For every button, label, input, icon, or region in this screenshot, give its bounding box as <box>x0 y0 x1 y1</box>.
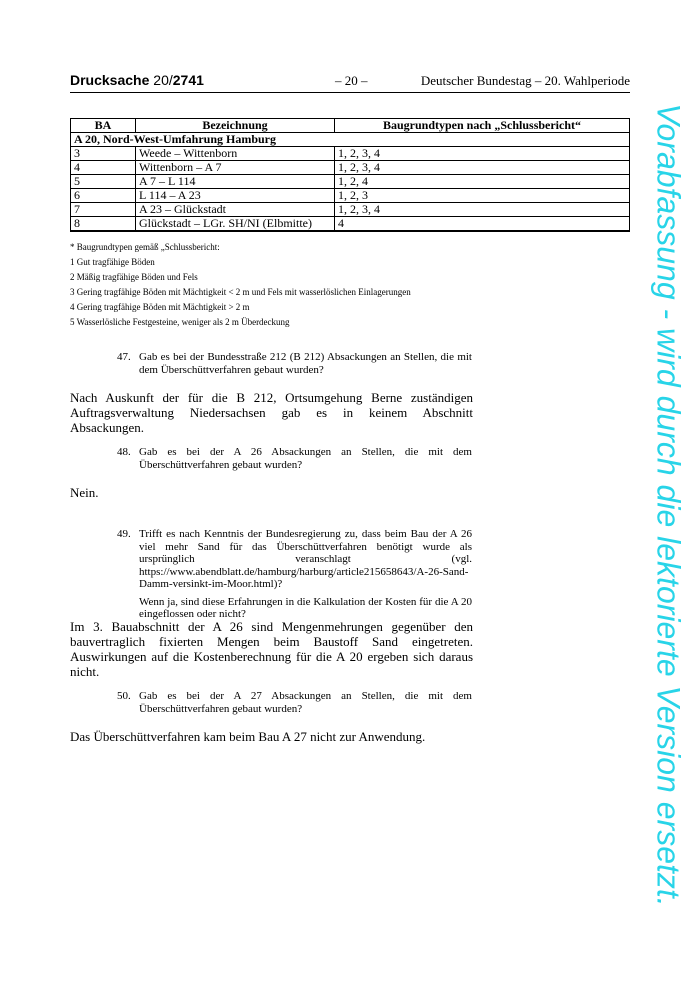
table-cell: Wittenborn – A 7 <box>136 161 335 175</box>
answer-48 <box>70 485 473 500</box>
answer-50 <box>70 729 473 744</box>
table-cell: 1, 2, 3, 4 <box>335 161 630 175</box>
column-header: BA <box>71 119 136 133</box>
table-cell: Glückstadt – LGr. SH/NI (Elbmitte) <box>136 217 335 232</box>
table-section-row <box>71 133 630 147</box>
draft-watermark: Vorabfassung - wird durch die lektorierte Version ersetzt. <box>650 103 687 907</box>
header-rule <box>70 92 630 93</box>
footnote: 5 Wasserlösliche Festgesteine, weniger als 2 m Überdeckung <box>70 317 290 327</box>
answer-47 <box>70 390 473 435</box>
doc-number-bold: 2741 <box>172 72 204 88</box>
column-header: Baugrundtypen nach „Schlussbericht“ <box>335 119 630 133</box>
table-cell: 1, 2, 3, 4 <box>335 147 630 161</box>
table-cell: 1, 2, 3 <box>335 189 630 203</box>
doc-label: Drucksache <box>70 72 150 88</box>
table-cell: L 114 – A 23 <box>136 189 335 203</box>
publisher: Deutscher Bundestag – 20. Wahlperiode <box>420 73 630 88</box>
table-row <box>71 161 630 175</box>
section-title: A 20, Nord-West-Umfahrung Hamburg <box>71 133 630 147</box>
table-cell: 5 <box>71 175 136 189</box>
table-row <box>71 189 630 203</box>
answer-text: Nach Auskunft der für die B 212, Ortsumgehung Berne zuständigen Auftragsverwaltung Niedersachsen gab es in keinem Abschnitt Absackungen. <box>70 390 473 435</box>
baugrund-table <box>70 118 630 232</box>
table-header-row <box>71 119 630 133</box>
footnote: 2 Mäßig tragfähige Böden und Fels <box>70 272 198 282</box>
table-cell: 1, 2, 3, 4 <box>335 203 630 217</box>
question-50 <box>117 690 472 715</box>
table-cell: A 7 – L 114 <box>136 175 335 189</box>
answer-text: Nein. <box>70 485 99 500</box>
table-cell: A 23 – Glückstadt <box>136 203 335 217</box>
footnote: 1 Gut tragfähige Böden <box>70 257 155 267</box>
table-cell: 8 <box>71 217 136 232</box>
footnote: * Baugrundtypen gemäß „Schlussbericht: <box>70 242 220 252</box>
doc-number-plain: 20/ <box>153 72 173 88</box>
table-cell: Weede – Wittenborn <box>136 147 335 161</box>
table-cell: 7 <box>71 203 136 217</box>
answer-text: Das Überschüttverfahren kam beim Bau A 27 nicht zur Anwendung. <box>70 729 426 744</box>
question-number: 50. <box>117 690 131 702</box>
table-cell: 6 <box>71 189 136 203</box>
footnote: 4 Gering tragfähige Böden mit Mächtigkeit > 2 m <box>70 302 250 312</box>
question-text: Gab es bei der Bundesstraße 212 (B 212) Absackungen an Stellen, die mit dem Überschüttverfahren gebaut wurden? <box>139 351 472 376</box>
answer-49 <box>70 619 473 679</box>
question-text: Gab es bei der A 27 Absackungen an Stellen, die mit dem Überschüttverfahren gebaut wurden? <box>139 690 472 715</box>
table-cell: 4 <box>335 217 630 232</box>
table-row <box>71 147 630 161</box>
answer-text: Im 3. Bauabschnitt der A 26 sind Mengenmehrungen gegenüber den bauvertraglich fixierten Mengen beim Baustoff Sand eingetreten. Auswirkungen auf die Kostenberechnung für die A 20 ergeben sich daraus nicht. <box>70 619 473 679</box>
table-cell: 3 <box>71 147 136 161</box>
question-text-followup: Wenn ja, sind diese Erfahrungen in die Kalkulation der Kosten für die A 20 eingeflossen oder nicht? <box>139 595 472 620</box>
table-row <box>71 175 630 189</box>
page-header <box>70 72 630 90</box>
table-cell: 4 <box>71 161 136 175</box>
question-text: Trifft es nach Kenntnis der Bundesregierung zu, dass beim Bau der A 26 viel mehr Sand für das Überschüttverfahren benötigt wurde als ursprünglich veranschlagt (vgl. https://www.abendblatt.de/hamburg/harburg/article215658643/A-26-Sand-Damm-versinkt-im-Moor.html)? <box>139 528 472 590</box>
table-footnotes <box>70 240 411 330</box>
document-number <box>70 72 204 88</box>
column-header: Bezeichnung <box>136 119 335 133</box>
question-48 <box>117 446 472 471</box>
question-number: 48. <box>117 446 131 458</box>
question-49 <box>117 528 472 621</box>
table-row <box>71 217 630 232</box>
footnote: 3 Gering tragfähige Böden mit Mächtigkeit < 2 m und Fels mit wasserlöslichen Einlagerungen <box>70 287 411 297</box>
table-cell: 1, 2, 4 <box>335 175 630 189</box>
question-number: 47. <box>117 351 131 363</box>
question-number: 49. <box>117 528 131 540</box>
page-number: – 20 – <box>335 73 368 88</box>
question-47 <box>117 351 472 376</box>
question-text: Gab es bei der A 26 Absackungen an Stellen, die mit dem Überschüttverfahren gebaut wurden? <box>139 446 472 471</box>
table-row <box>71 203 630 217</box>
